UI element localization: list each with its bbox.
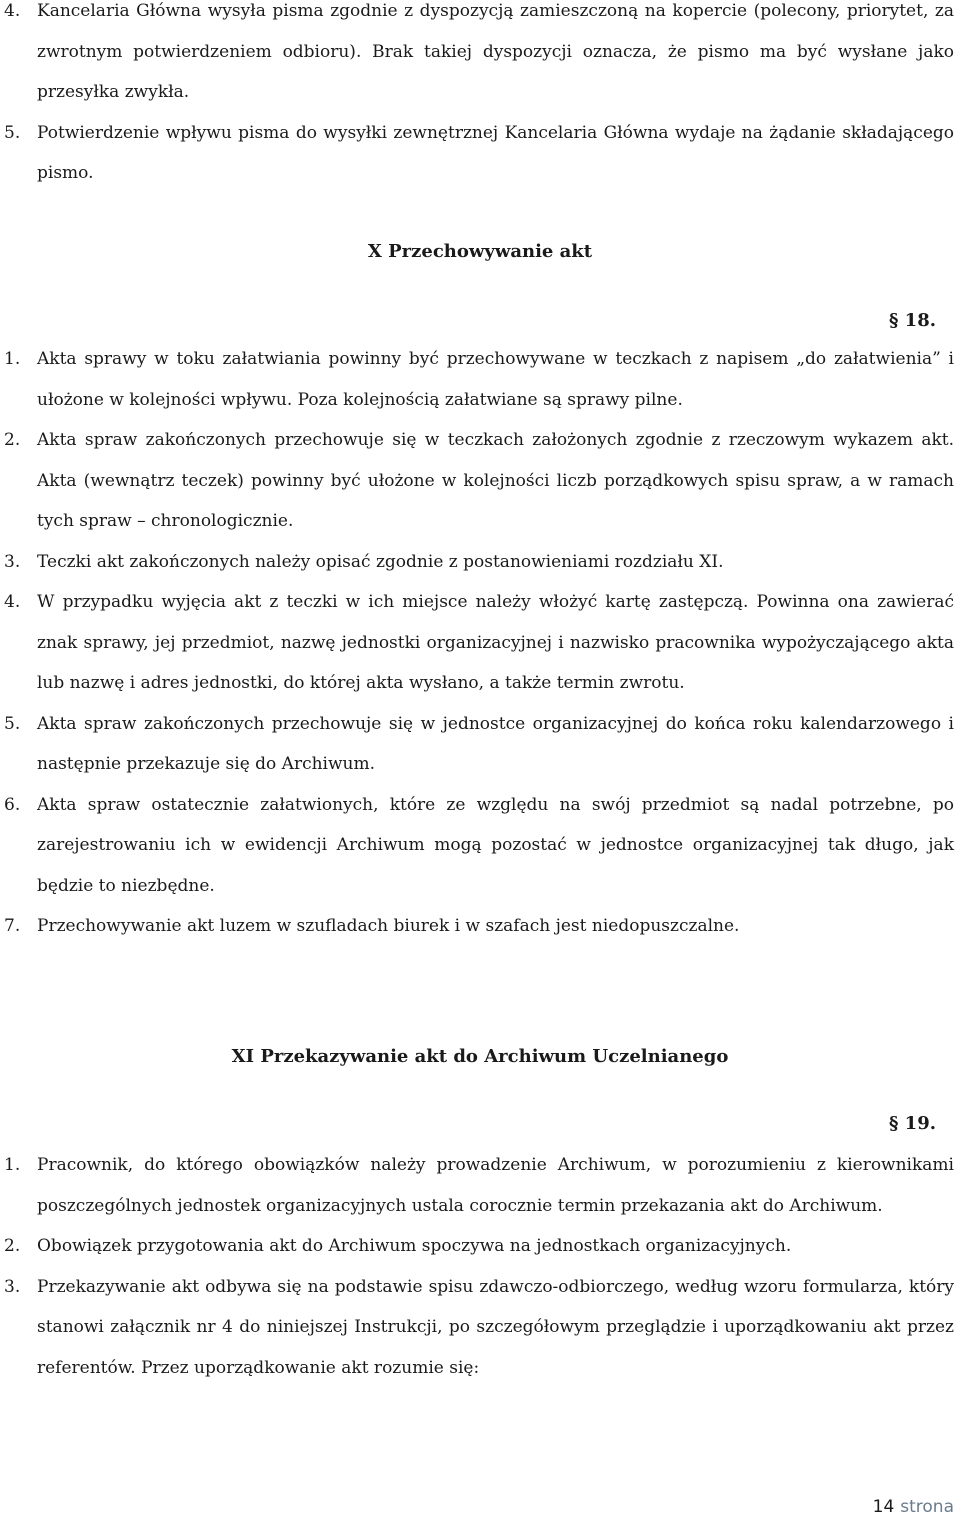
list-item [0, 420, 960, 542]
section-xi-paragraph-block [0, 1113, 960, 1134]
item-text: Potwierdzenie wpływu pisma do wysyłki zewnętrznej Kancelaria Główna wydaje na żądanie składającego pismo. [37, 122, 954, 183]
section-x-items [0, 339, 960, 947]
section-xi-header [0, 1046, 960, 1067]
section-title: X Przechowywanie akt [367, 241, 593, 262]
section-x-header [0, 241, 960, 262]
list-item [0, 1267, 960, 1389]
item-number: 4. [4, 1, 21, 21]
item-text: Teczki akt zakończonych należy opisać zgodnie z postanowieniami rozdziału XI. [37, 551, 724, 572]
item-text: Akta spraw zakończonych przechowuje się w teczkach założonych zgodnie z rzeczowym wykazem akt. Akta (wewnątrz teczek) powinny być ułożone w kolejności liczb porządkowych spisu spraw, a w ramach tych spraw – chronologicznie. [37, 430, 954, 531]
item-number: 2. [4, 1236, 21, 1256]
page-label: strona [900, 1497, 954, 1517]
item-number: 7. [4, 916, 21, 936]
page-number: 14 [872, 1497, 895, 1517]
section-x-paragraph-block [0, 310, 960, 331]
item-number: 2. [4, 430, 21, 450]
list-item [0, 582, 960, 704]
intro-items [0, 0, 960, 194]
item-number: 4. [4, 592, 21, 612]
list-item [0, 0, 960, 113]
item-text: Obowiązek przygotowania akt do Archiwum spoczywa na jednostkach organizacyjnych. [37, 1236, 792, 1256]
item-text: W przypadku wyjęcia akt z teczki w ich miejsce należy włożyć kartę zastępczą. Powinna ona zawierać znak sprawy, jej przedmiot, nazwę jednostki organizacyjnej i nazwisko pracownika wypożyczającego akta lub nazwę i adres jednostki, do której akta wysłano, a także termin zwrotu. [37, 592, 954, 693]
list-item [0, 906, 960, 947]
item-number: 3. [4, 551, 21, 572]
item-text: Akta spraw ostatecznie załatwionych, które ze względu na swój przedmiot są nadal potrzebne, po zarejestrowaniu ich w ewidencji Archiwum mogą pozostać w jednostce organizacyjnej tak długo, jak będzie to niezbędne. [37, 794, 954, 896]
item-text: Akta sprawy w toku załatwiania powinny być przechowywane w teczkach z napisem „do załatwienia” i ułożone w kolejności wpływu. Poza kolejnością załatwiane są sprawy pilne. [37, 349, 954, 410]
item-number: 6. [4, 794, 21, 815]
list-item [0, 1226, 960, 1267]
list-item [0, 339, 960, 420]
paragraph-number: § 19. [889, 1113, 936, 1134]
list-item [0, 1145, 960, 1226]
item-text: Przechowywanie akt luzem w szufladach biurek i w szafach jest niedopuszczalne. [37, 916, 740, 936]
item-text: Akta spraw zakończonych przechowuje się w jednostce organizacyjnej do końca roku kalendarzowego i następnie przekazuje się do Archiwum. [37, 713, 954, 774]
item-text: Przekazywanie akt odbywa się na podstawie spisu zdawczo-odbiorczego, według wzoru formularza, który stanowi załącznik nr 4 do niniejszej Instrukcji, po szczegółowym przeglądzie i uporządkowaniu akt przez referentów. Przez uporządkowanie akt rozumie się: [37, 1276, 954, 1378]
section-xi-items [0, 1145, 960, 1388]
item-number: 5. [4, 713, 21, 734]
list-item [0, 785, 960, 907]
item-number: 1. [4, 349, 21, 369]
item-number: 1. [4, 1155, 21, 1175]
item-text: Pracownik, do którego obowiązków należy prowadzenie Archiwum, w porozumieniu z kierownikami poszczególnych jednostek organizacyjnych ustala corocznie termin przekazania akt do Archiwum. [37, 1155, 954, 1216]
list-item [0, 704, 960, 785]
section-title: XI Przekazywanie akt do Archiwum Uczelnianego [231, 1046, 729, 1067]
paragraph-number: § 18. [889, 310, 936, 331]
page-footer [873, 1497, 954, 1517]
list-item [0, 542, 960, 583]
item-number: 5. [4, 122, 21, 143]
item-text: Kancelaria Główna wysyła pisma zgodnie z dyspozycją zamieszczoną na kopercie (polecony, priorytet, za zwrotnym potwierdzeniem odbioru). Brak takiej dyspozycji oznacza, że pismo ma być wysłane jako przesyłka zwykła. [37, 1, 954, 102]
item-number: 3. [4, 1276, 21, 1297]
list-item [0, 113, 960, 194]
